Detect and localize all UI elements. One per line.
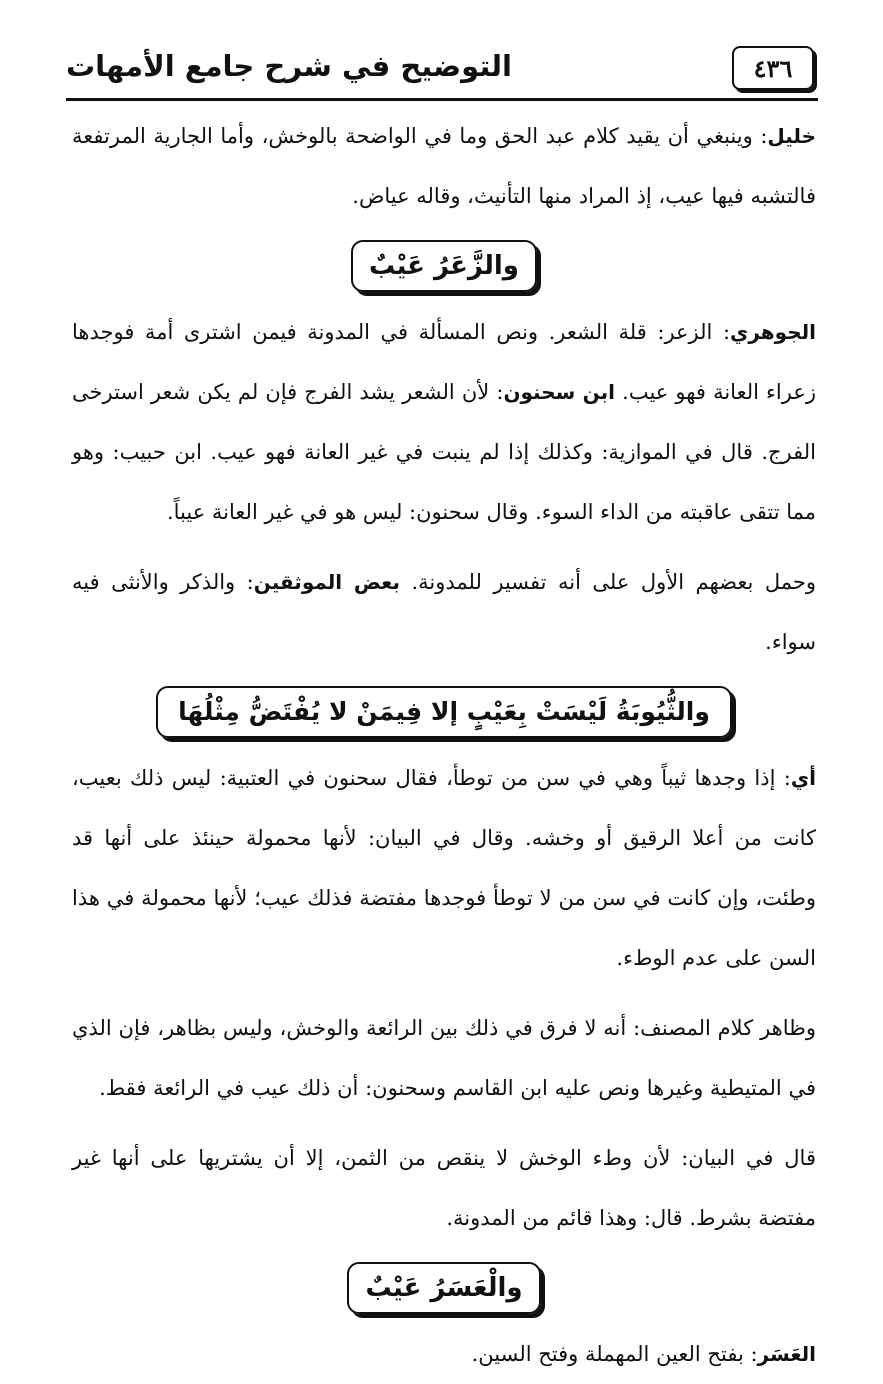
paragraph-text: : وينبغي أن يقيد كلام عبد الحق وما في الواضحة بالوخش، وأما الجارية المرتفعة فالتشبه فيها عيب، إذ المراد منها التأنيث، وقاله عياض. (72, 124, 816, 208)
paragraph-text: قال في البيان: لأن وطء الوخش لا ينقص من الثمن، إلا أن يشتريها على أنها غير مفتضة بشرط. قال: وهذا قائم من المدونة. (72, 1146, 816, 1230)
paragraph-musannif (72, 998, 816, 1118)
speaker-label: ابن سحنون (503, 380, 616, 404)
paragraph-text: : لأن الشعر يشد الفرج فإن لم يكن شعر استرخى الفرج. قال في الموازية: وكذلك إذا لم ينبت في غير العانة فهو عيب. ابن حبيب: وهو مما تتقى عاقبته من الداء السوء. وقال سحنون: ليس هو في غير العانة عيباً. (72, 380, 816, 524)
paragraph-text: : والذكر والأنثى فيه سواء. (72, 570, 816, 654)
header-divider (66, 98, 818, 101)
matn-heading-wrap (72, 240, 816, 292)
speaker-label: العَسَر (757, 1342, 816, 1366)
matn-heading: والثُّيُوبَةُ لَيْسَتْ بِعَيْبٍ إلا فِيمَنْ لا يُفْتَضُّ مِثْلُهَا (156, 686, 732, 738)
speaker-label: بعض الموثقين (253, 570, 400, 594)
page-header (66, 40, 816, 100)
page-body (72, 106, 816, 1384)
paragraph-text: وحمل بعضهم الأول على أنه تفسير للمدونة. (399, 570, 816, 594)
paragraph-text: وظاهر كلام المصنف: أنه لا فرق في ذلك بين الرائعة والوخش، وليس بظاهر، فإن الذي في المتيطية وغيرها ونص عليه ابن القاسم وسحنون: أن ذلك عيب في الرائعة فقط. (72, 1016, 816, 1100)
paragraph-text: : الزعر: قلة الشعر. ونص المسألة في المدونة فيمن اشترى أمة فوجدها زعراء العانة فهو عيب. (72, 320, 816, 404)
paragraph-ay (72, 748, 816, 988)
matn-heading-wrap (72, 1262, 816, 1314)
paragraph-khalil (72, 106, 816, 226)
matn-heading-wrap (72, 686, 816, 738)
speaker-label: الجوهري (730, 320, 816, 344)
paragraph-asar (72, 1324, 816, 1384)
paragraph-baadhuhum (72, 552, 816, 672)
matn-heading: والْعَسَرُ عَيْبٌ (347, 1262, 540, 1314)
paragraph-text: : إذا وجدها ثيباً وهي في سن من توطأ، فقال سحنون في العتبية: ليس ذلك بعيب، كانت من أعلا الرقيق أو وخشه. وقال في البيان: لأنها محمولة حينئذ على أنها قد وطئت، وإن كانت في سن من لا توطأ فوجدها مفتضة فذلك عيب؛ لأنها محمولة في هذا السن على عدم الوطء. (72, 766, 816, 970)
paragraph-text: : بفتح العين المهملة وفتح السين. (471, 1342, 758, 1366)
page-number: ٤٣٦ (732, 46, 814, 90)
matn-heading: والزَّعَرُ عَيْبٌ (351, 240, 537, 292)
paragraph-jawhari (72, 302, 816, 542)
speaker-label: أي (790, 766, 816, 790)
book-title: التوضيح في شرح جامع الأمهات (66, 49, 513, 83)
paragraph-bayan (72, 1128, 816, 1248)
speaker-label: خليل (767, 124, 816, 148)
